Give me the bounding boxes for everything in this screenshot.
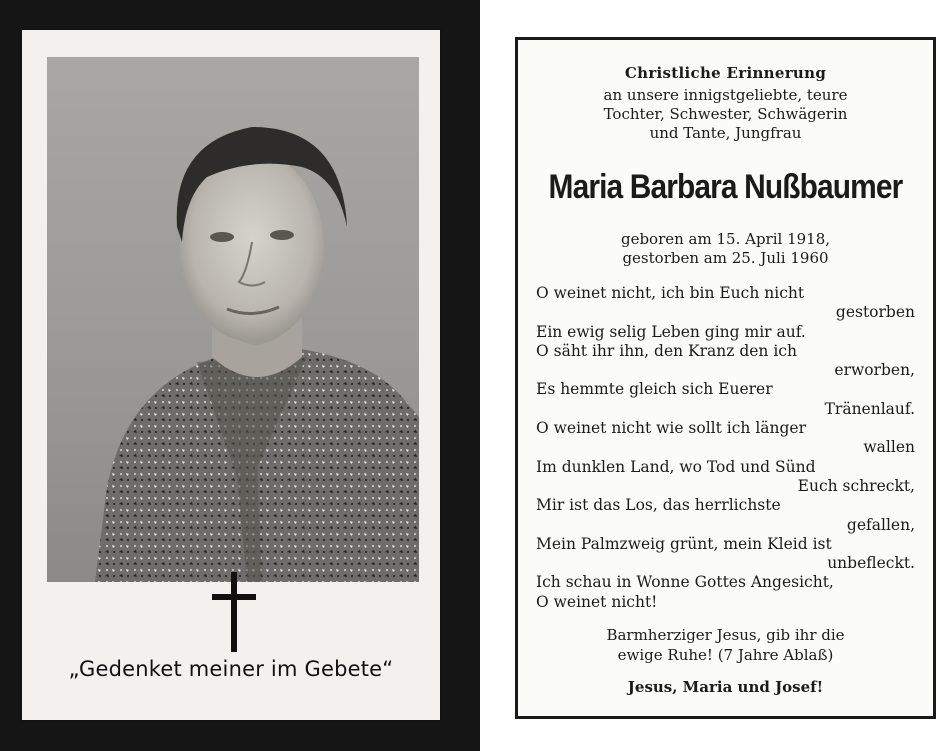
poem-line: gestorben [835,303,915,322]
poem-line: unbefleckt. [827,554,915,573]
photo-card [22,30,440,720]
memorial-poem [536,284,915,612]
cross-icon [212,572,256,652]
poem-line: gefallen, [846,515,915,534]
prayer-line: Barmherziger Jesus, gib ihr die [606,626,845,644]
poem-line: Mir ist das Los, das herrlichste [536,496,781,515]
intro-line: und Tante, Jungfrau [649,124,802,142]
poem-line: wallen [863,438,915,457]
life-dates [518,230,933,268]
poem-line: Tränenlauf. [824,399,915,418]
memorial-text-card [515,37,936,719]
poem-line: Ich schau in Wonne Gottes Angesicht, [536,573,834,592]
intro-line: Tochter, Schwester, Schwägerin [603,105,848,123]
death-date: gestorben am 25. Juli 1960 [622,249,829,267]
deceased-name: Maria Barbara Nußbaumer [548,168,903,206]
poem-line: Ein ewig selig Leben ging mir auf. [536,322,806,341]
poem-line: O säht ihr ihn, den Kranz den ich [536,341,797,360]
poem-line: O weinet nicht wie sollt ich länger [536,419,807,438]
dedication-intro [518,86,933,143]
poem-line: O weinet nicht, ich bin Euch nicht [536,284,805,302]
prayer-line: ewige Ruhe! (7 Jahre Ablaß) [617,646,834,664]
poem-line: O weinet nicht! [536,592,658,611]
birth-date: geboren am 15. April 1918, [620,230,831,248]
poem-line: erworben, [834,361,915,380]
intro-line: an unsere innigstgeliebte, teure [603,86,848,104]
portrait-image [47,57,419,582]
poem-line: Mein Palmzweig grünt, mein Kleid ist [536,534,832,553]
memorial-motto: „Gedenket meiner im Gebete“ [68,657,394,681]
prayer [518,625,933,665]
closing-invocation: Jesus, Maria und Josef! [627,678,824,696]
card-heading: Christliche Erinnerung [624,64,827,82]
portrait-photo [47,57,419,582]
poem-line: Euch schreckt, [797,476,915,495]
poem-line: Im dunklen Land, wo Tod und Sünd [536,457,816,476]
poem-line: Es hemmte gleich sich Euerer [536,380,773,399]
